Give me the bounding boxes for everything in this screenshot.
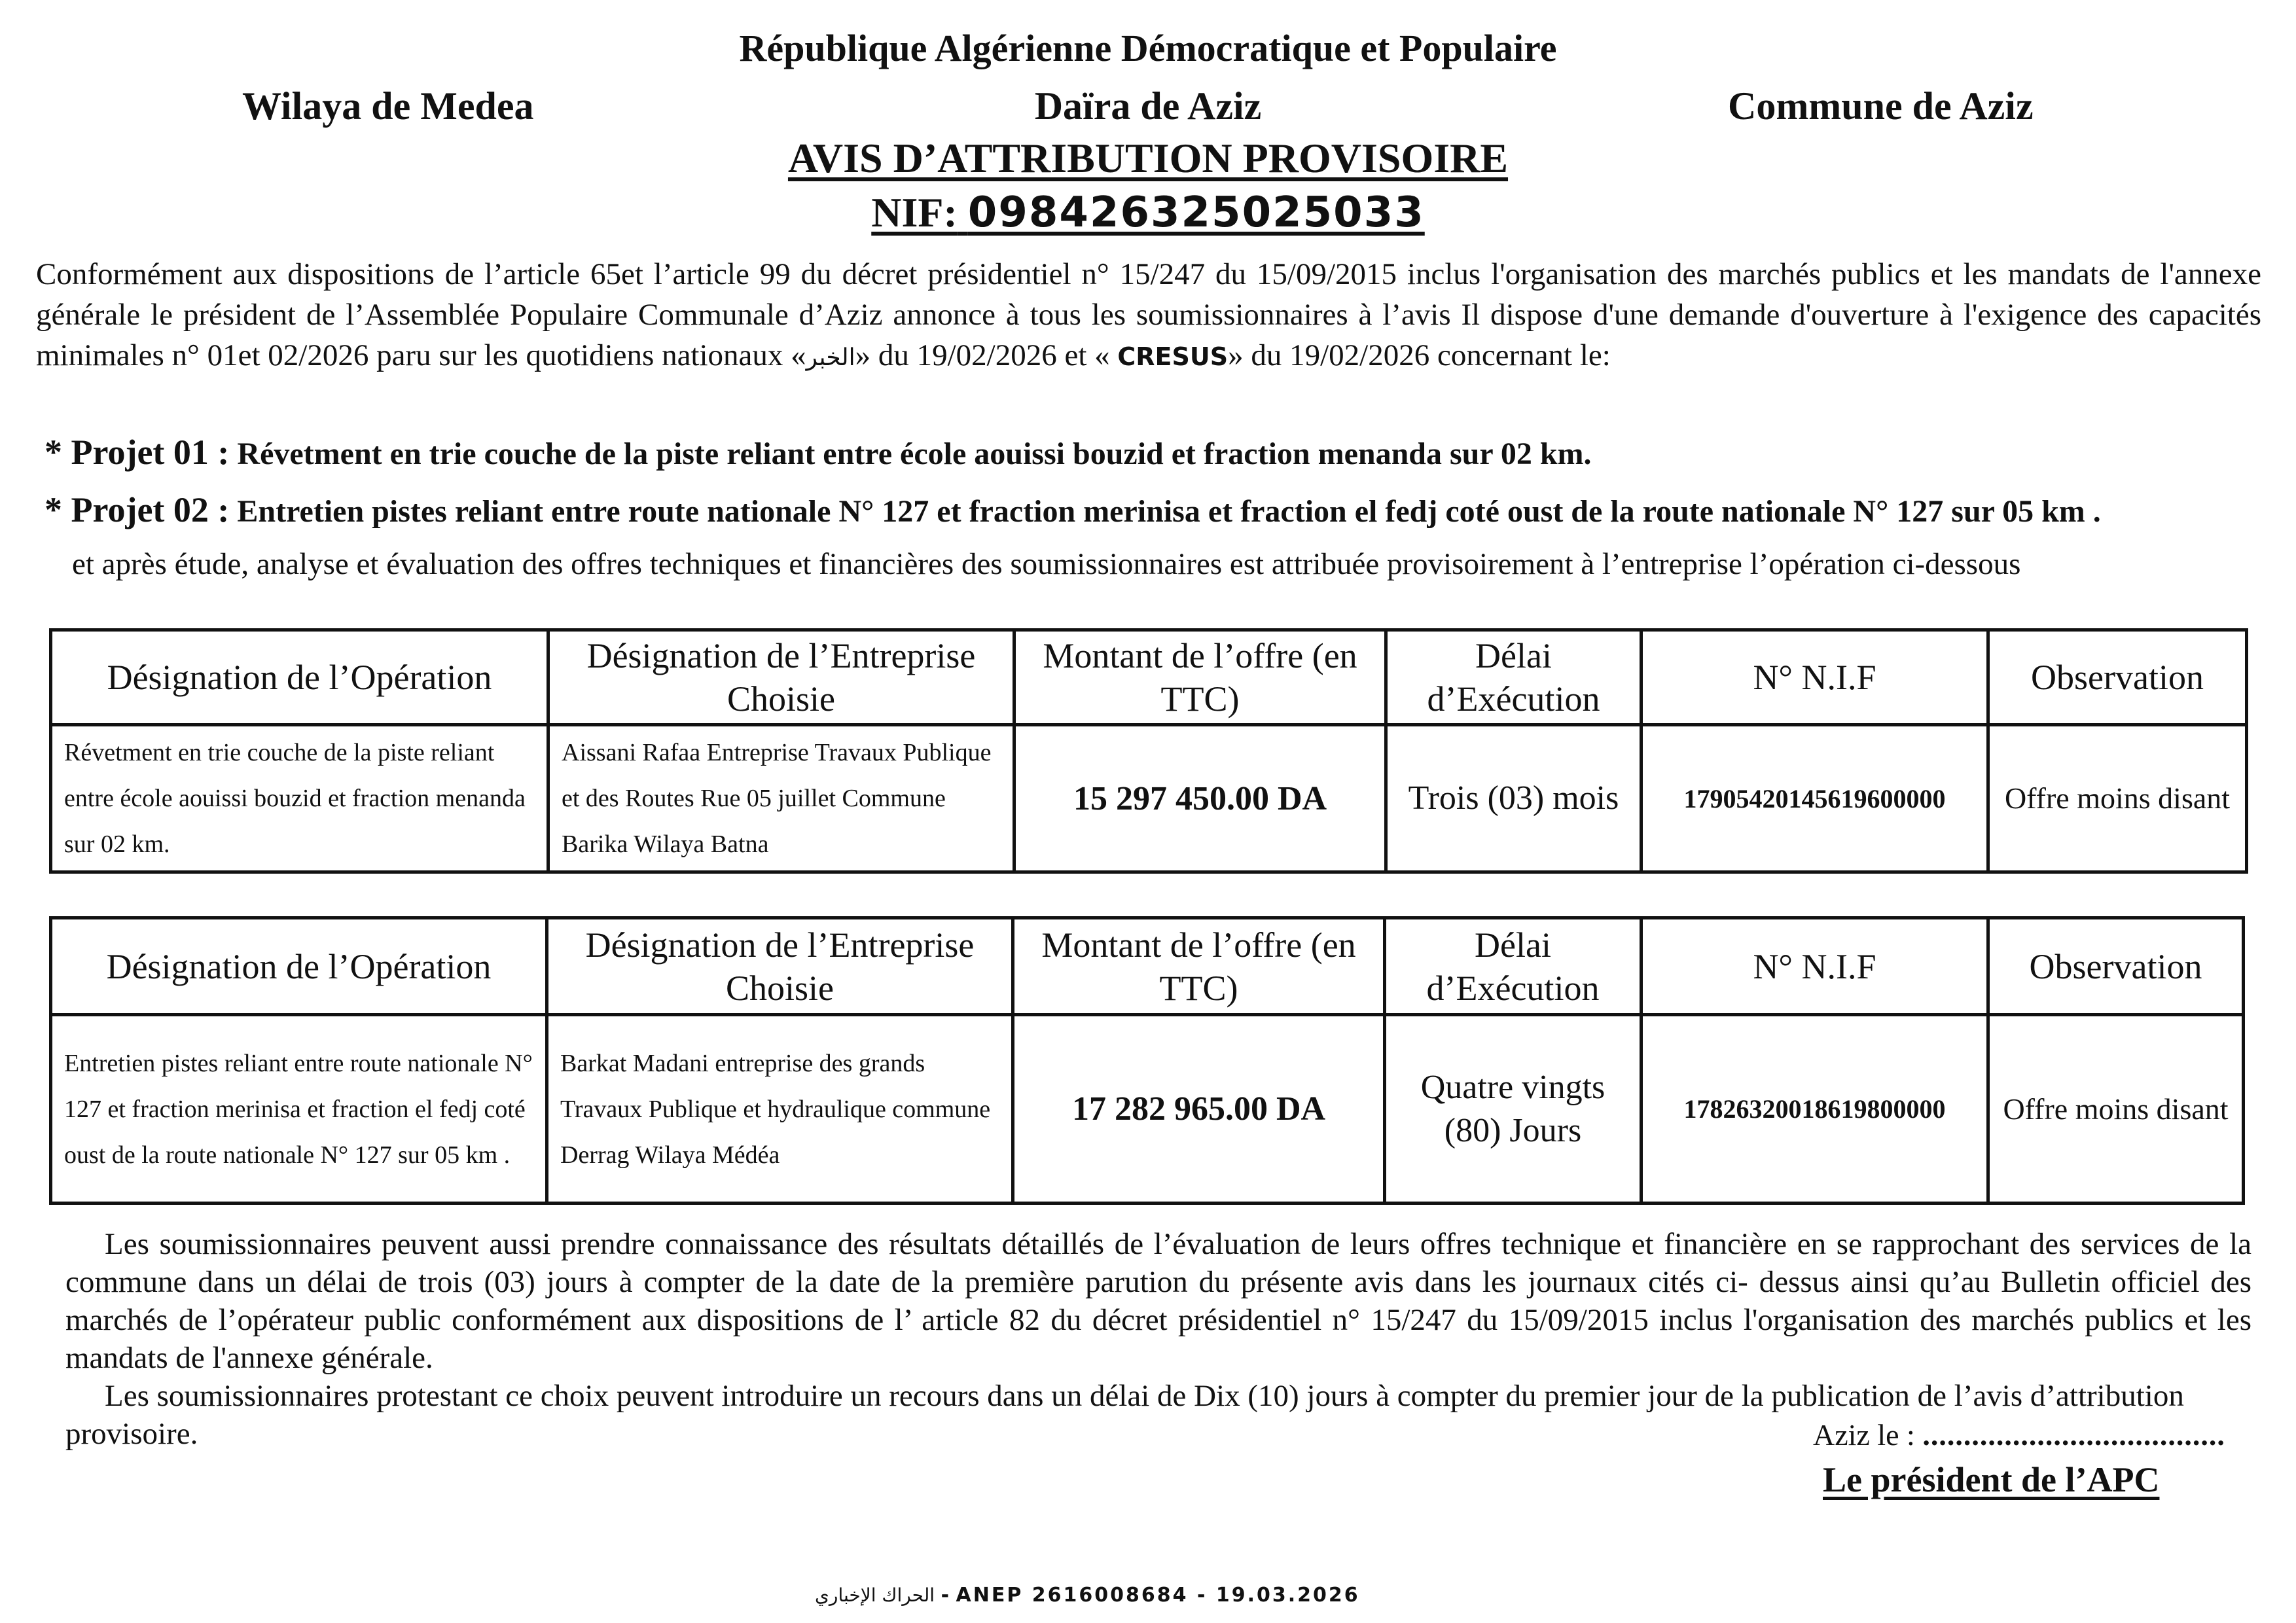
place-date-dots: ..................................... — [1922, 1418, 2225, 1452]
table-header-row — [51, 918, 2244, 1015]
footer-reference — [815, 1584, 1360, 1607]
page-title: AVIS D’ATTRIBUTION PROVISOIRE — [787, 135, 1509, 181]
place-date-label: Aziz le : — [1813, 1418, 1915, 1452]
nif-value: 098426325025033 — [967, 188, 1425, 237]
nif-label: NIF: — [871, 189, 958, 236]
table-row — [51, 725, 2247, 872]
award-amount: 15 297 450.00 DA — [1014, 725, 1386, 872]
table-header-row — [51, 630, 2247, 725]
project-01-text: Révetment en trie couche de la piste reliant entre école aouissi bouzid et fraction menanda sur 02 km. — [237, 437, 1592, 471]
header-operation: Désignation de l’Opération — [51, 918, 547, 1015]
footer-source: الحراك الإخباري — [815, 1584, 935, 1606]
project-02-text: Entretien pistes reliant entre route nationale N° 127 et fraction merinisa et fraction el fedj coté oust de la route nationale N° 127 sur 05 km . — [237, 494, 2101, 529]
award-observation: Offre moins disant — [1988, 725, 2247, 872]
award-nif: 17905420145619600000 — [1641, 725, 1988, 872]
award-table-2 — [49, 916, 2245, 1205]
header-company: Désignation de l’Entreprise Choisie — [547, 918, 1013, 1015]
header-amount: Montant de l’offre (en TTC) — [1014, 630, 1386, 725]
commune-label: Commune de Aziz — [1728, 84, 2034, 128]
award-company: Aissani Rafaa Entreprise Travaux Publique et des Routes Rue 05 juillet Commune Barika Wilaya Batna — [548, 725, 1014, 872]
intro-text-3: » du 19/02/2026 concernant le: — [1228, 338, 1611, 372]
project-01-label: * Projet 01 : — [45, 433, 230, 472]
project-01 — [45, 432, 1592, 473]
evaluation-text: et après étude, analyse et évaluation des offres techniques et financières des soumissionnaires est attribuée provisoirement à l’entreprise l’opération ci-dessous — [72, 547, 2021, 581]
republic-heading: République Algérienne Démocratique et Populaire — [739, 31, 1557, 69]
award-amount: 17 282 965.00 DA — [1013, 1015, 1385, 1204]
intro-text-1: Conformément aux dispositions de l’article 65et l’article 99 du décret présidentiel n° 15/247 du 15/09/2015 inclus l'organisation des marchés publics et les mandats de l'annexe générale le président de l’Assemblée Populaire Communale d’Aziz annonce à tous les soumissionnaires à l’avis Il dispose d'une demande d'ouverture à l'exigence des capacités minimales n° 01et 02/2026 paru sur les quotidiens nationaux « — [36, 257, 2261, 372]
closing-paragraph-1: Les soumissionnaires peuvent aussi prendre connaissance des résultats détaillés de l’évaluation de leurs offres technique et financière en se rapprochant des services de la commune dans un délai de trois (03) jours à compter de la date de la première parution du présente avis dans les journaux cités ci- dessus ainsi qu’au Bulletin officiel des marchés de l’opérateur public conformément aux dispositions de l’ article 82 du décret présidentiel n° 15/247 du 15/09/2015 inclus l'organisation des marchés publics et les mandats de l'annexe générale. — [65, 1227, 2251, 1375]
award-observation: Offre moins disant — [1988, 1015, 2244, 1204]
header-amount: Montant de l’offre (en TTC) — [1013, 918, 1385, 1015]
award-operation: Entretien pistes reliant entre route nationale N° 127 et fraction merinisa et fraction el fedj coté oust de la route nationale N° 127 sur 05 km . — [51, 1015, 547, 1204]
header-nif: N° N.I.F — [1641, 918, 1988, 1015]
header-delay: Délai d’Exécution — [1385, 918, 1641, 1015]
table-row — [51, 1015, 2244, 1204]
award-delay: Trois (03) mois — [1386, 725, 1641, 872]
award-table-1 — [49, 628, 2248, 874]
closing-paragraph-2: Les soumissionnaires protestant ce choix peuvent introduire un recours dans un délai de Dix (10) jours à compter du premier jour de la publication de l’avis d’attribution provisoire. — [65, 1379, 2184, 1451]
header-observation: Observation — [1988, 918, 2244, 1015]
header-operation: Désignation de l’Opération — [51, 630, 548, 725]
header-nif: N° N.I.F — [1641, 630, 1988, 725]
intro-text-2: » du 19/02/2026 et « — [855, 338, 1110, 372]
project-02 — [45, 490, 2101, 530]
wilaya-label: Wilaya de Medea — [242, 84, 534, 128]
intro-paragraph — [36, 254, 2261, 378]
award-company: Barkat Madani entreprise des grands Travaux Publique et hydraulique commune Derrag Wilaya Médéa — [547, 1015, 1013, 1204]
nif-line — [0, 188, 2296, 237]
award-delay: Quatre vingts (80) Jours — [1385, 1015, 1641, 1204]
award-nif: 17826320018619800000 — [1641, 1015, 1988, 1204]
header-observation: Observation — [1988, 630, 2247, 725]
newspaper-2: CRESUS — [1117, 342, 1229, 371]
award-operation: Révetment en trie couche de la piste reliant entre école aouissi bouzid et fraction menanda sur 02 km. — [51, 725, 548, 872]
header-company: Désignation de l’Entreprise Choisie — [548, 630, 1014, 725]
project-02-label: * Projet 02 : — [45, 490, 230, 529]
signature-label: Le président de l’APC — [1823, 1460, 2160, 1499]
place-date — [1813, 1418, 2225, 1452]
daira-label: Daïra de Aziz — [1034, 84, 1262, 128]
newspaper-1: الخبر — [806, 344, 855, 371]
footer-anep-ref: - ANEP 2616008684 - 19.03.2026 — [941, 1584, 1360, 1607]
header-delay: Délai d’Exécution — [1386, 630, 1641, 725]
